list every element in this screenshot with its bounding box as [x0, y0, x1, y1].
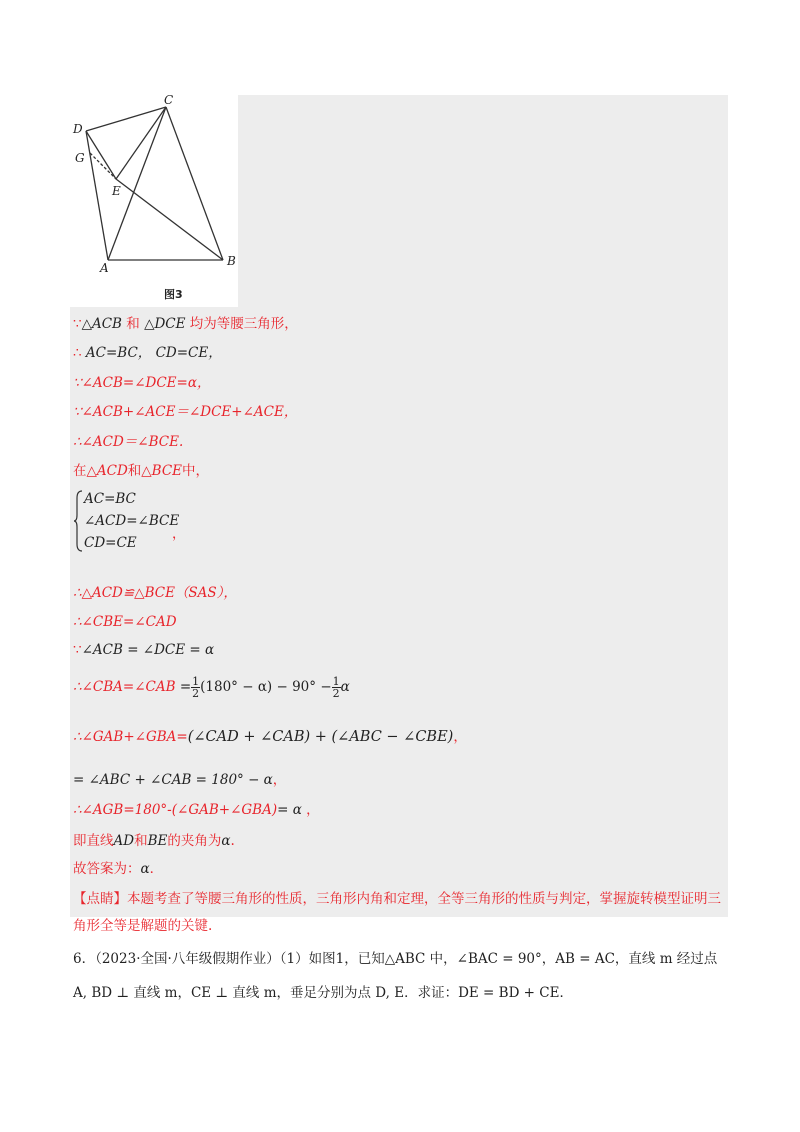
line-4: ∵∠ACB+∠ACE＝∠DCE+∠ACE， — [73, 404, 298, 420]
figure-svg — [70, 95, 238, 307]
geometry-figure — [70, 95, 238, 307]
line-12 — [73, 770, 286, 790]
label-A: A — [100, 261, 109, 275]
comma: ， — [453, 729, 467, 745]
line-5: ∴∠ACD＝∠BCE. — [73, 434, 184, 450]
triangle-acd: △ACD — [86, 463, 128, 479]
label-D: D — [73, 122, 83, 136]
line-1 — [73, 314, 298, 334]
line-10 — [73, 676, 350, 699]
figure-caption: 图3 — [164, 288, 183, 301]
label-C: C — [164, 95, 174, 107]
text: 均为等腰三角形， — [185, 316, 298, 332]
line-11 — [73, 727, 467, 747]
question-line-1: 6．（2023·全国·八年级假期作业）（1）如图1，已知△ABC 中，∠BAC = 90°，AB = AC，直线 m 经过点 — [73, 951, 718, 967]
equation: ∠ACB = ∠DCE = α — [81, 642, 215, 658]
line-2 — [73, 343, 222, 363]
line-15 — [73, 859, 163, 879]
triangle-bce: △BCE — [141, 463, 183, 479]
segment-CE — [116, 107, 166, 179]
line-7: ∴△ACD≌△BCE（SAS）， — [73, 585, 237, 601]
system-row-2: ∠ACD=∠BCE — [84, 513, 180, 529]
line-6 — [73, 461, 209, 481]
system-tail: ， — [172, 526, 186, 542]
system-row-3: CD=CE — [84, 535, 137, 551]
equation-red: ∴∠GAB+∠GBA= — [73, 729, 188, 745]
line-ad: AD — [113, 833, 135, 849]
comment-paragraph: 【点睛】本题考查了等腰三角形的性质，三角形内角和定理，全等三角形的性质与判定，掌握旋转模型证明三角形全等是解题的关键. — [73, 891, 721, 934]
answer-label: 故答案为： — [73, 861, 141, 877]
line-8: ∴∠CBE=∠CAD — [73, 614, 177, 630]
line-3: ∵∠ACB=∠DCE=α， — [73, 375, 211, 391]
label-B: B — [227, 254, 236, 268]
text: 和 — [121, 316, 145, 332]
triangle-dce: △DCE — [144, 316, 186, 332]
period: . — [230, 833, 235, 849]
equation-red: ∴∠CBA=∠CAB — [73, 679, 176, 695]
segment-DC — [86, 107, 166, 131]
equation-black: (∠CAD + ∠CAB) + (∠ABC − ∠CBE) — [187, 729, 454, 745]
line-be: BE — [147, 833, 168, 849]
text: 中， — [182, 463, 210, 479]
system-row-1: AC=BC — [84, 491, 136, 507]
line-9 — [73, 640, 214, 660]
because-symbol: ∵ — [73, 316, 82, 332]
text: 的夹角为 — [167, 833, 222, 849]
line-13 — [73, 800, 320, 820]
text: 和 — [127, 463, 142, 479]
alpha: α — [221, 833, 231, 849]
question-line-2: A, BD ⊥ 直线 m，CE ⊥ 直线 m，垂足分别为点 D, E．求证：DE = BD + CE． — [73, 985, 573, 1001]
equation-mid: (180° − α) − 90° − — [200, 679, 332, 695]
system-brace — [73, 490, 83, 552]
text: 即直线 — [73, 833, 114, 849]
denominator: 2 — [192, 687, 200, 700]
label-G: G — [75, 151, 85, 165]
comma: ， — [272, 772, 287, 788]
denominator: 2 — [332, 687, 340, 700]
because-symbol: ∵ — [73, 642, 82, 658]
equation: AC=BC， CD=CE， — [85, 345, 222, 361]
fraction-half — [191, 676, 200, 699]
equals: = — [179, 679, 192, 695]
line-14 — [73, 831, 235, 851]
alpha: α — [140, 861, 150, 877]
text: 在 — [73, 463, 87, 479]
fraction-half — [332, 676, 341, 699]
segment-CB — [166, 107, 223, 260]
alpha: α — [340, 679, 350, 695]
segment-EB — [116, 179, 223, 260]
numerator: 1 — [192, 675, 200, 688]
therefore-symbol: ∴ — [73, 345, 86, 361]
period: ． — [149, 861, 164, 877]
label-E: E — [112, 184, 121, 198]
comma: ， — [301, 802, 320, 818]
segment-DA — [86, 131, 108, 260]
equation-black: = ∠ABC + ∠CAB = 180° − α — [73, 772, 273, 788]
triangle-acb: △ACB — [81, 316, 122, 332]
equation-black: = α — [277, 802, 302, 818]
numerator: 1 — [332, 675, 340, 688]
text: 和 — [134, 833, 148, 849]
equation-red: ∴∠AGB=180°-(∠GAB+∠GBA) — [73, 802, 278, 818]
